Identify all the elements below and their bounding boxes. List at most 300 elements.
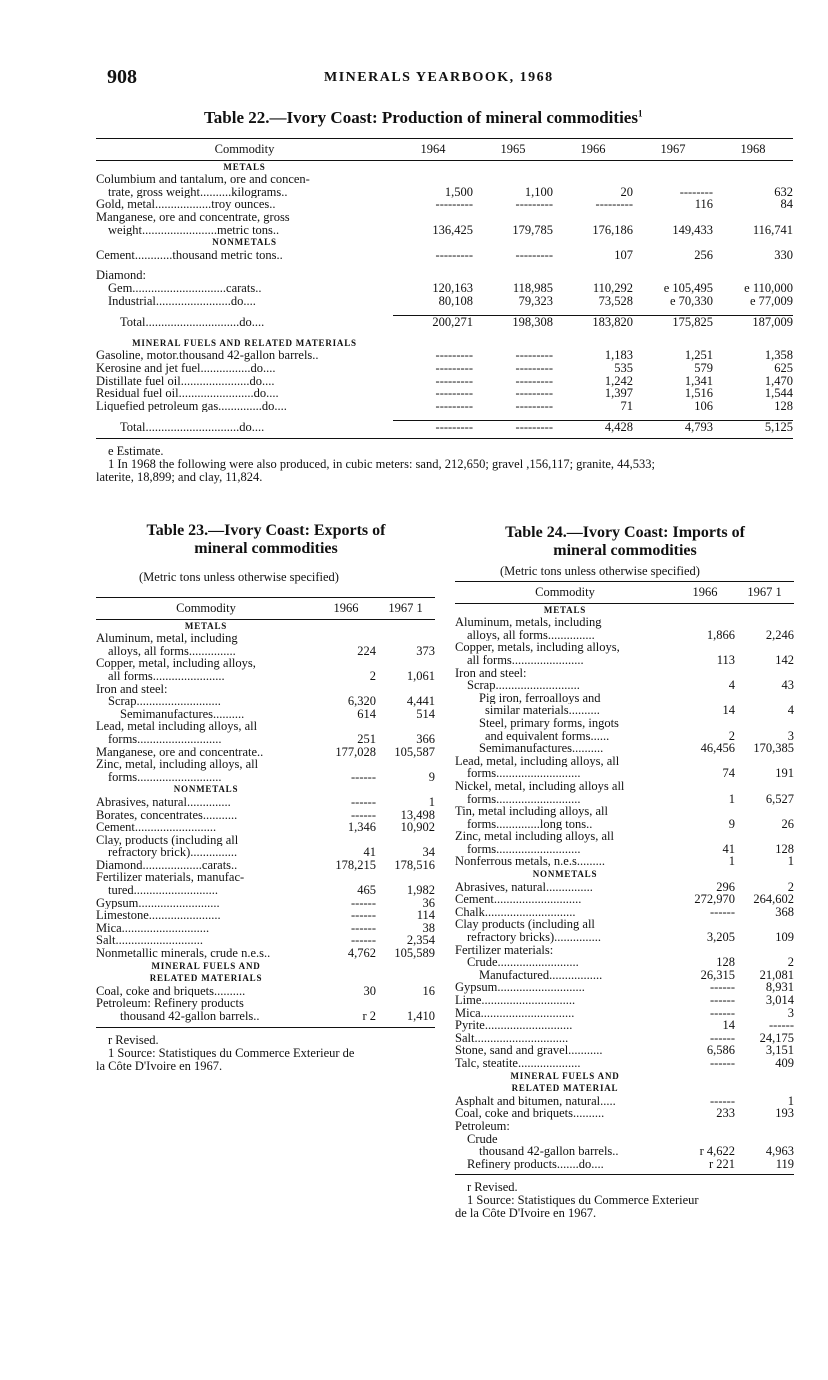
running-head: MINERALS YEARBOOK, 1968: [324, 70, 554, 85]
table24-row-label: Refinery products.......do....: [467, 1157, 604, 1171]
table24-row-label: Pig iron, ferroalloys and: [479, 691, 601, 705]
table24-cell: 233: [716, 1106, 735, 1121]
table22-footnotes: [96, 445, 793, 484]
table24-row: [455, 1158, 794, 1171]
table22-cell: 4,428: [553, 421, 633, 434]
table22-row-label: Gem..............................carats..: [108, 281, 262, 295]
table23-footnote: r Revised.: [108, 1032, 159, 1047]
table24-row: [455, 603, 794, 616]
table24-row: [455, 767, 794, 780]
table24-row: [455, 1032, 794, 1045]
table24-grid: [455, 582, 794, 1170]
table23-row-label: Clay, products (including all: [96, 833, 239, 847]
table24-row: [455, 830, 794, 843]
table23-cell: 178,215: [335, 857, 376, 872]
table24-cell: [675, 1120, 735, 1133]
table24-row-label: Abrasives, natural...............: [455, 880, 593, 894]
table24-cell: 26,315: [700, 967, 735, 982]
table22-cell: e 105,495: [663, 280, 713, 295]
table23-cell: 34: [422, 845, 435, 860]
table24-row-label: forms..............long tons..: [467, 817, 593, 831]
table23-row-label: Lead, metal including alloys, all: [96, 720, 258, 733]
table24-cell: 3: [787, 728, 794, 743]
table22-cell: [393, 211, 473, 224]
table24-cell: 4: [728, 678, 735, 693]
table24-row: [455, 704, 794, 717]
page-number: 908: [107, 66, 137, 88]
table24-cell: 14: [722, 1018, 735, 1033]
table24-row-label: Lime..............................: [455, 994, 576, 1007]
table24-section-heading: METALS: [543, 604, 587, 615]
table24-section-heading: MINERAL FUELS AND: [510, 1070, 620, 1081]
table22-cell: 198,308: [473, 316, 553, 329]
table22-row: [96, 198, 793, 211]
table23-row: [96, 708, 435, 721]
table24-footnote: r Revised.: [467, 1180, 518, 1195]
table22-cell: 1,544: [764, 386, 793, 401]
table23-cell: 10,902: [400, 820, 435, 835]
table22-cell: 1,397: [604, 386, 633, 401]
table24-row: [455, 818, 794, 831]
table24-col-header: Commodity: [455, 582, 675, 603]
table22-cell: ---------: [435, 373, 473, 388]
table22-row-label: Gasoline, motor.thousand 42-gallon barrels..: [96, 349, 319, 362]
table22-row: [96, 400, 793, 413]
table22-footnote: 1 In 1968 the following were also produced, in cubic meters: sand, 212,650; gravel ,156,117; granite, 44,533;: [108, 456, 655, 471]
table24-cell: [675, 667, 735, 680]
table24-row-label: Scrap...........................: [467, 679, 580, 692]
table22-cell: --------: [679, 184, 713, 199]
table24-title-line2: mineral commodities: [553, 542, 697, 559]
table24-row: [455, 1145, 794, 1158]
table24-cell: ------: [710, 904, 735, 919]
table23-row: [96, 846, 435, 859]
table24-cell: 119: [775, 1156, 794, 1171]
table22-cell: 1,183: [604, 348, 633, 363]
table24-cell: [675, 780, 735, 793]
table23-section-heading: RELATED MATERIALS: [149, 973, 263, 984]
table22-cell: 1,251: [684, 348, 713, 363]
table22-cell: 187,009: [713, 316, 793, 329]
table23-row: [96, 960, 435, 973]
table23-row: [96, 746, 435, 759]
table23-cell: 30: [363, 983, 376, 998]
table24-row-label: Crude..........................: [467, 956, 579, 969]
table24-row-label: Salt..............................: [455, 1031, 569, 1045]
table24-row-label: Petroleum:: [455, 1119, 510, 1133]
table24-row: [455, 692, 794, 705]
table22-cell: 106: [694, 398, 713, 413]
table24-cell: [675, 830, 735, 843]
table24-row: [455, 855, 794, 868]
table24-row-label: Steel, primary forms, ingots: [479, 716, 619, 730]
table22-cell: 579: [694, 360, 713, 375]
table23-row-label: Manganese, ore and concentrate..: [96, 745, 264, 759]
table22-cell: e 70,330: [669, 293, 713, 308]
table23-row: [96, 733, 435, 746]
table23-footnote: la Côte D'Ivoire en 1967.: [96, 1058, 223, 1073]
table22-row-label: Cement............thousand metric tons..: [96, 248, 283, 262]
table24-section-heading: RELATED MATERIAL: [511, 1083, 619, 1094]
table23-cell: 105,587: [394, 744, 435, 759]
table23-row: [96, 985, 435, 998]
table24-cell: 128: [775, 841, 794, 856]
table24-cell: [735, 780, 794, 793]
table24-row: [455, 805, 794, 818]
table24-cell: [735, 717, 794, 730]
table23-row-label: Diamond...................carats..: [96, 858, 238, 872]
table23-row-label: thousand 42-gallon barrels..: [120, 1010, 260, 1023]
table23-title: [96, 522, 436, 558]
table23-row: [96, 821, 435, 834]
table24-row-label: Pyrite............................: [455, 1019, 573, 1032]
table23-row: [96, 783, 435, 796]
table22-row-label: Kerosine and jet fuel................do....: [96, 361, 276, 375]
table24-row: [455, 944, 794, 957]
table23-cell: 38: [422, 920, 435, 935]
table24-cell: r 4,622: [699, 1144, 735, 1159]
table23-row: [96, 670, 435, 683]
table22-row: [96, 211, 793, 224]
table24-row: [455, 893, 794, 906]
table24-row: [455, 1095, 794, 1108]
table23-row-label: Coal, coke and briquets..........: [96, 984, 246, 998]
table23-row: [96, 683, 435, 696]
table23-row-label: Aluminum, metal, including: [96, 632, 238, 645]
table24-cell: 26: [781, 816, 794, 831]
table24-cell: 21,081: [759, 967, 794, 982]
table22-row: [96, 261, 793, 269]
table22-cell: [473, 173, 553, 186]
table24-row: [455, 1120, 794, 1133]
table22-cell: 625: [774, 360, 793, 375]
table24-cell: 43: [781, 678, 794, 693]
table23-row: [96, 859, 435, 872]
table24-row: [455, 1019, 794, 1032]
table24-cell: 74: [722, 766, 735, 781]
table22-cell: 107: [614, 247, 633, 262]
table23-row-label: alloys, all forms...............: [108, 644, 236, 658]
table23-row-label: tured...........................: [108, 884, 219, 897]
table24-row: [455, 1007, 794, 1020]
table23-row: [96, 834, 435, 847]
table22-row: [96, 295, 793, 308]
table23-cell: ------: [351, 933, 376, 948]
table22-cell: [633, 173, 713, 186]
table24-cell: 2: [728, 728, 735, 743]
table22-title: [204, 108, 642, 128]
table24-row: [455, 780, 794, 793]
table24-row: [455, 981, 794, 994]
table24-cell: 6,586: [706, 1043, 735, 1058]
table22-cell: 128: [774, 398, 793, 413]
table22-cell: ---------: [515, 398, 553, 413]
table23-cell: [316, 657, 376, 670]
table23-cell: 36: [422, 895, 435, 910]
table22-cell: ---------: [515, 373, 553, 388]
table24-cell: 1: [787, 1093, 794, 1108]
table22-row: [96, 173, 793, 186]
table23-row-label: Fertilizer materials, manufac-: [96, 871, 245, 885]
table23-row-label: Limestone.......................: [96, 909, 221, 922]
table22-row-label: Gold, metal..................troy ounces..: [96, 198, 276, 211]
table24-cell: 193: [775, 1106, 794, 1121]
table23-cell: ------: [351, 807, 376, 822]
table23-cell: ------: [351, 920, 376, 935]
table24-row: [455, 956, 794, 969]
table23-col-header: 1967 1: [376, 598, 435, 619]
table24-row-label: Copper, metals, including alloys,: [455, 641, 620, 654]
table23-row-label: Salt............................: [96, 934, 203, 948]
table22-grid: [96, 139, 793, 434]
table22-row: [96, 224, 793, 237]
table22-cell: 5,125: [713, 421, 793, 434]
table24-row: [455, 1057, 794, 1070]
table24-cell: 272,970: [694, 892, 735, 907]
table22-cell: 110,292: [592, 280, 633, 295]
table23-subtitle: (Metric tons unless otherwise specified): [139, 570, 339, 584]
table22-row-label: weight........................metric tons..: [108, 223, 280, 237]
table23-row-label: Gypsum..........................: [96, 896, 220, 910]
table22-cell: 1,470: [764, 373, 793, 388]
table24-row-label: Tin, metal including alloys, all: [455, 805, 609, 818]
table24-cell: 296: [716, 879, 735, 894]
table24-row: [455, 641, 794, 654]
table24-row-label: refractory bricks)...............: [467, 931, 601, 944]
table24-cell: 9: [728, 816, 735, 831]
table22-row: [96, 282, 793, 295]
table22-row: [96, 329, 793, 337]
table22-row: [96, 249, 793, 262]
table24-cell: [735, 805, 794, 818]
table23-footnotes: [96, 1034, 435, 1073]
table22-cell: [713, 211, 793, 224]
table23-row-label: Semimanufactures..........: [120, 707, 245, 721]
table24-row: [455, 717, 794, 730]
table22-row: [96, 236, 793, 249]
table24-cell: 1: [787, 854, 794, 869]
table22-cell: ---------: [435, 348, 473, 363]
table23-cell: 366: [416, 731, 435, 746]
table24-cell: 3,151: [765, 1043, 794, 1058]
table22-cell: ---------: [435, 360, 473, 375]
table24-row-label: Aluminum, metals, including: [455, 616, 602, 629]
table23-cell: 41: [363, 845, 376, 860]
table23-cell: [316, 632, 376, 645]
table24-row-label: Iron and steel:: [455, 666, 527, 680]
table24-cell: 128: [716, 955, 735, 970]
table23-section-heading: MINERAL FUELS AND: [151, 960, 261, 971]
table22-section-heading: METALS: [223, 161, 266, 172]
table22-cell: 175,825: [633, 316, 713, 329]
table24-row-label: Semimanufactures..........: [479, 742, 604, 755]
table22-row: [96, 421, 793, 434]
table24-row-label: alloys, all forms...............: [467, 628, 595, 642]
table24-row-label: Lead, metal, including alloys, all: [455, 754, 620, 768]
table22-row: [96, 160, 793, 173]
table24-row-label: Mica..............................: [455, 1006, 575, 1020]
table24-cell: 46,456: [700, 741, 735, 756]
table23-cell: ------: [351, 908, 376, 923]
table22-cell: ---------: [595, 197, 633, 212]
table22-cell: 183,820: [553, 316, 633, 329]
table22-cell: ---------: [435, 386, 473, 401]
table23-row: [96, 922, 435, 935]
table22-cell: 256: [694, 247, 713, 262]
table24-row-label: forms...........................: [467, 842, 581, 856]
table23-row-label: Iron and steel:: [96, 682, 168, 696]
table23-cell: 105,589: [394, 946, 435, 961]
table22-cell: ---------: [515, 360, 553, 375]
table22-cell: e 77,009: [749, 293, 793, 308]
table23-row-label: Nonmetallic minerals, crude n.e.s..: [96, 947, 271, 960]
table24-row-label: Manufactured.................: [479, 968, 603, 982]
table24-cell: 1: [728, 854, 735, 869]
table23-cell: r 2: [362, 1009, 376, 1023]
table22-row-label: Distillate fuel oil......................do....: [96, 374, 275, 388]
table24-cell: [675, 805, 735, 818]
table24-cell: 2: [787, 879, 794, 894]
table24-cell: 368: [775, 904, 794, 919]
table22-row-label: Liquefied petroleum gas..............do....: [96, 399, 287, 413]
table24-row-label: forms...........................: [467, 792, 581, 806]
table24-cell: 109: [775, 930, 794, 945]
table24-row-label: Asphalt and bitumen, natural.....: [455, 1094, 616, 1108]
table22-cell: 535: [614, 360, 633, 375]
table23-cell: 2: [369, 668, 376, 683]
table23-row-label: Copper, metal, including alloys,: [96, 657, 256, 670]
table24-row: [455, 679, 794, 692]
table23-row: [96, 809, 435, 822]
table23-col-header: 1966: [316, 598, 376, 619]
table24-row: [455, 654, 794, 667]
table22-cell: 1,516: [684, 386, 713, 401]
table22-row-label: Manganese, ore and concentrate, gross: [96, 210, 290, 224]
table23-row-label: all forms.......................: [108, 669, 225, 683]
table23-row: [96, 645, 435, 658]
table22-cell: ---------: [435, 197, 473, 212]
table22-footnote: laterite, 18,899; and clay, 11,824.: [96, 469, 263, 484]
table24-cell: 170,385: [753, 741, 794, 756]
table22-col-header: 1965: [473, 139, 553, 160]
table22-cell: 116: [694, 197, 713, 212]
table22-col-header: 1968: [713, 139, 793, 160]
table23-cell: 1,346: [347, 820, 376, 835]
table23-cell: 13,498: [400, 807, 435, 822]
table22-cell: 176,186: [592, 222, 633, 237]
table24-row-label: thousand 42-gallon barrels..: [479, 1145, 619, 1158]
table24-row: [455, 1044, 794, 1057]
table22-cell: e 110,000: [744, 280, 793, 295]
table23-cell: ------: [351, 895, 376, 910]
table24-title: [455, 524, 795, 560]
table23-row: [96, 758, 435, 771]
table22-row-label: Industrial........................do....: [108, 294, 256, 308]
table22-cell: [393, 173, 473, 186]
table24-row-label: Coal, coke and briquets..........: [455, 1107, 605, 1120]
table24-cell: ------: [710, 980, 735, 995]
table23-title-line2: mineral commodities: [194, 540, 338, 557]
table24-row-label: and equivalent forms......: [485, 729, 610, 743]
table23-section-heading: METALS: [184, 620, 228, 631]
table24-row: [455, 793, 794, 806]
table24-cell: ------: [710, 1093, 735, 1108]
table24-cell: 4,963: [765, 1144, 794, 1159]
table23-cell: 4,441: [406, 694, 435, 709]
table22-col-header: 1967: [633, 139, 713, 160]
table23-row-label: refractory brick)...............: [108, 846, 238, 859]
table24-row-label: Cement............................: [455, 893, 582, 906]
table23-cell: ------: [351, 794, 376, 809]
table24-row: [455, 742, 794, 755]
table23-section-heading: NONMETALS: [173, 784, 239, 795]
table23-cell: 514: [416, 706, 435, 721]
table24-cell: [735, 1120, 794, 1133]
table22-col-header: Commodity: [96, 139, 393, 160]
table22-cell: 80,108: [438, 293, 473, 308]
table24-row-label: forms...........................: [467, 767, 581, 780]
table22-cell: 116,741: [752, 222, 793, 237]
table24-cell: 14: [722, 703, 735, 718]
table23-row-label: Zinc, metal, including alloys, all: [96, 758, 259, 771]
table23-row-label: forms...........................: [108, 732, 222, 746]
table24-row: [455, 1082, 794, 1095]
table24-cell: ------: [710, 1005, 735, 1020]
table23-row: [96, 997, 435, 1010]
table23-cell: 1,061: [406, 668, 435, 683]
table23-cell: 2,354: [406, 933, 435, 948]
table22-row-label: Total..............................do....: [120, 420, 265, 434]
table22-col-header: 1966: [553, 139, 633, 160]
table22-cell: 330: [774, 247, 793, 262]
table24-row: [455, 667, 794, 680]
table24-row-label: Talc, steatite....................: [455, 1056, 581, 1070]
table23-cell: 465: [357, 883, 376, 898]
table23-cell: 1,982: [406, 883, 435, 898]
table24-cell: 2,246: [765, 627, 794, 642]
table24-cell: 3,014: [765, 993, 794, 1007]
table24-row: [455, 755, 794, 768]
table22-cell: 136,425: [432, 222, 473, 237]
table23-row: [96, 972, 435, 985]
table23-cell: 6,320: [347, 694, 376, 709]
table24-footnote: 1 Source: Statistiques du Commerce Exterieur: [467, 1193, 699, 1208]
table22-row: [96, 387, 793, 400]
table24-row-label: Chalk.............................: [455, 905, 576, 919]
table22-cell: ---------: [473, 421, 553, 434]
table23-cell: [316, 758, 376, 771]
table24-cell: ------: [710, 1055, 735, 1070]
table24-cell: 1: [728, 791, 735, 806]
table22-col-header: 1964: [393, 139, 473, 160]
table24-cell: ------: [710, 993, 735, 1007]
table23: [96, 598, 435, 1073]
table24-cell: 4: [787, 703, 794, 718]
table22-title-note: 1: [637, 108, 643, 119]
table22-cell: ---------: [435, 247, 473, 262]
table24-cell: 409: [775, 1055, 794, 1070]
table23-row: [96, 720, 435, 733]
table22-cell: 4,793: [633, 421, 713, 434]
table23-cell: [376, 632, 435, 645]
table24-row: [455, 994, 794, 1007]
table23-row-label: forms...........................: [108, 770, 222, 784]
table24-cell: 142: [775, 652, 794, 667]
table24-row-label: similar materials..........: [485, 704, 600, 717]
table22-cell: 1,500: [444, 184, 473, 199]
table24-cell: 8,931: [765, 980, 794, 995]
table24-subtitle: (Metric tons unless otherwise specified): [500, 564, 700, 578]
